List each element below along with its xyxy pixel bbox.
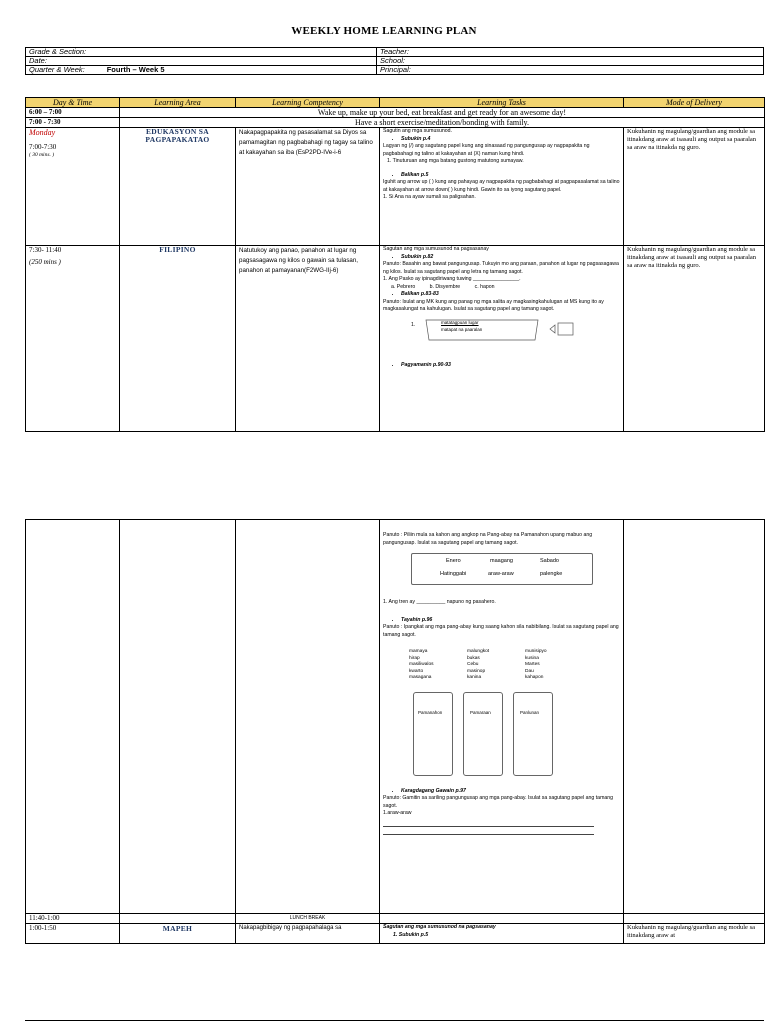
filipino-learning-area: FILIPINO: [120, 246, 236, 432]
header-mode-of-delivery: Mode of Delivery: [624, 98, 765, 108]
filipino-bullet-list: [383, 254, 620, 262]
empty-cell: [26, 520, 120, 914]
lunch-row: [26, 914, 765, 924]
scroll-word: Hatinggabi: [440, 571, 467, 577]
header-day-time: Day & Time: [26, 98, 120, 108]
answer-line: [383, 824, 594, 827]
filipino-time-cell: [26, 246, 120, 432]
quarter-week-label: Quarter & Week:: [29, 65, 85, 74]
filipino-bullet-list: [383, 362, 620, 370]
question-1: 1. Ang tren ay __________ napuno ng pasahero.: [383, 599, 496, 605]
filipino-bullet-list: [383, 291, 620, 299]
word-grid: [409, 649, 620, 682]
grid-word: masiliwalos: [409, 662, 434, 667]
panuto-pang-abay-pamanahon: Panuto : Piliin mula sa kahon ang angkop na Pang-abay na Pamanahon upang mabuo ang pangungusap. Isulat sa sagutang papel ang tamang sagot.: [383, 532, 593, 546]
scroll-word: palengke: [540, 571, 563, 577]
empty-cell: [624, 520, 765, 914]
esp-item2: 1. Si Ana na ayaw sumali sa paligsahan.: [383, 194, 476, 200]
filipino-choices: a. Pebrero b. Disyembre c. hapon: [391, 283, 495, 290]
mapeh-tasks-cell: [380, 924, 624, 944]
grid-word: bukas: [467, 655, 480, 661]
quarter-week-cell: [26, 66, 377, 75]
empty-cell: [120, 914, 236, 924]
filipino-time: 7:30- 11:40: [29, 246, 62, 254]
mapeh-time: 1:00-1:50: [26, 924, 120, 944]
esp-time: 7:00-7:30: [29, 143, 57, 151]
banner-line1: matatagpuan lugar: [441, 319, 479, 325]
mapeh-learning-area: MAPEH: [120, 924, 236, 944]
empty-cell: [380, 914, 624, 924]
empty-cell: [624, 914, 765, 924]
mapeh-competency: Nakapagbibigay ng pagpapahalaga sa: [236, 924, 380, 944]
continued-tasks-cell: [380, 520, 624, 914]
scroll-word: araw-araw: [488, 571, 514, 577]
grid-word: mamaya: [409, 649, 428, 654]
grid-word: kusina: [525, 655, 539, 661]
esp-bullet-list: [383, 172, 620, 180]
page-bottom-rule: [25, 1020, 764, 1021]
esp-tasks-cell: [380, 128, 624, 246]
header-learning-area: Learning Area: [120, 98, 236, 108]
scroll-word: maagang: [490, 558, 513, 564]
scroll-pamanahon: [413, 692, 453, 776]
esp-row: [26, 128, 765, 246]
esp-task2: Iguhit ang arrow up ( ) kung ang pahayag ay nagpapakita ng pagbabahagi at pagpapasalamat sa talino at kakayahan at arrow down( ) kung hindi. Gawin ito sa iyong sagutang papel.: [383, 179, 620, 193]
grid-word: Dau: [525, 668, 534, 674]
teacher-label: Teacher:: [377, 48, 764, 57]
karagdagan-bullet-list: [383, 788, 620, 796]
esp-time-cell: [26, 128, 120, 246]
esp-learning-area: EDUKASYON SA PAGPAPAKATAO: [120, 128, 236, 246]
karagdagan-bullet: • Karagdagang Gawain p.97: [401, 788, 620, 796]
routine-time: 7:00 - 7:30: [26, 118, 120, 128]
item-araw-araw: 1.araw-araw: [383, 810, 412, 816]
esp-duration: ( 30 mins. ): [29, 152, 55, 158]
header-learning-competency: Learning Competency: [236, 98, 380, 108]
lunch-time: 11:40-1:00: [26, 914, 120, 924]
scroll-label: Pamaraan: [470, 709, 491, 715]
grid-word: Cebu: [467, 662, 479, 667]
grid-word: kahapon: [525, 675, 544, 680]
banner-item-number: 1.: [411, 321, 416, 328]
filipino-duration: (250 mins ): [29, 258, 61, 266]
empty-cell: [236, 520, 380, 914]
grid-word: Martes: [525, 662, 540, 667]
empty-cell: [120, 520, 236, 914]
category-scrolls: [413, 692, 620, 784]
mapeh-task-header: Sagutan ang mga sumusunod na pagsasanay: [383, 924, 496, 930]
date-label: Date:: [26, 57, 377, 66]
scroll-pamaraan: [463, 692, 503, 776]
plan-table-continued: [25, 519, 765, 944]
banner-line2: matapat na paaralan: [441, 326, 483, 332]
word-scroll-box: [411, 553, 593, 585]
scroll-word: Enero: [446, 558, 461, 564]
esp-bullet-balikan: • Balikan p.5: [401, 172, 620, 180]
esp-bullet-subukin: • Subukin p.4: [401, 136, 620, 144]
arrow-box-icon: [549, 322, 575, 336]
esp-task-header: Sagutin ang mga sumusunod.: [383, 128, 452, 134]
esp-competency: Nakapagpapakita ng pasasalamat sa Diyos sa pamamagitan ng pagbabahagi ng tagay sa talino at kakayahan sa iba (EsP2PD-IVe-i-6: [236, 128, 380, 246]
filipino-task-header: Sagutan ang mga sumusunod na pagsasanay: [383, 246, 489, 252]
grid-word: munisipyo: [525, 649, 547, 654]
filipino-q1: 1. Ang Pasko ay ipinagdiriwang tuwing ________________.: [383, 276, 521, 282]
plan-table: [25, 97, 765, 432]
grid-word: kanina: [467, 675, 482, 680]
filipino-bullet-subukin: • Subukin p.82: [401, 254, 620, 262]
scroll-word: Sabado: [540, 558, 559, 564]
scroll-label: Panlunan: [520, 709, 540, 715]
tayahin-bullet-list: [383, 617, 620, 625]
scroll-panlunan: [513, 692, 553, 776]
document-title: WEEKLY HOME LEARNING PLAN: [291, 25, 477, 37]
tayahin-bullet: • Tayahin p.96: [401, 617, 620, 625]
grade-section-label: Grade & Section:: [26, 48, 377, 57]
mapeh-row: [26, 924, 765, 944]
routine-row: [26, 108, 765, 118]
esp-bullet-list: [383, 136, 620, 144]
filipino-tasks-cell: [380, 246, 624, 432]
grid-word: malungkot: [467, 649, 490, 654]
filipino-continued-row: [26, 520, 765, 914]
filipino-mode-of-delivery: Kukuhanin ng magulang/guardian ang module sa itinakdang araw at isasauli ang output sa paaralan sa araw na itinakda ng guro.: [624, 246, 765, 432]
grid-word: hirap: [409, 655, 420, 661]
day-label: Monday: [29, 128, 56, 137]
lunch-break-label: LUNCH BREAK: [236, 914, 380, 924]
grid-word: kwarto: [409, 668, 424, 674]
esp-task1: Lagyan ng (/) ang sagutang papel kung ang sinasaad ng pangungusap ay nagpapakita ng pagbabahagi ng talino at kakayahan at (X) naman kung hindi.: [383, 143, 590, 157]
filipino-task1: Panuto: Basahin ang bawat pangungusap. Tukuyin mo ang paraan, panahon at lugar ng pagsasagawa ng kilos. Isulat sa sagutang papel ang letra ng tamang sagot.: [383, 261, 619, 275]
quarter-week-value: Fourth – Week 5: [106, 65, 165, 74]
header-row: [26, 98, 765, 108]
mapeh-bullet: 1. Subukin p.5: [393, 931, 429, 938]
panuto-ipangkat: Panuto : Ipangkat ang mga pang-abay kung saang kahon sila nabibilang. Isulat sa sagutang papel ang tamang sagot.: [383, 624, 619, 638]
filipino-task2: Panuto: Isulat ang MK kung ang panag ng mga salita ay magkasingkahulugan at MS kung ito ay magkasalungat na kahulugan. Isulat sa sagutang papel ang tamang sagot.: [383, 298, 604, 312]
panuto-gamitin: Panuto: Gamitin sa sariling pangungusap ang mga pang-abay. Isulat sa sagutang papel ang tamang sagot.: [383, 795, 614, 809]
answer-line: [383, 832, 594, 835]
filipino-bullet-pagyamanin: • Pagyamanin p.90-93: [401, 362, 620, 370]
grid-word: masinop: [467, 668, 486, 674]
filipino-bullet-balikan: • Balikan p.83-83: [401, 291, 620, 299]
routine-text: Have a short exercise/meditation/bonding with family.: [120, 118, 765, 128]
grid-word: masagana: [409, 675, 432, 680]
esp-mode-of-delivery: Kukuhanin ng magulang/guardian ang module sa itinakdang araw at isasauli ang output sa paaralan sa araw na itinakda ng guro.: [624, 128, 765, 246]
school-label: School:: [377, 57, 764, 66]
filipino-banner-figure: [383, 314, 620, 360]
principal-label: Principal:: [377, 66, 764, 75]
header-learning-tasks: Learning Tasks: [380, 98, 624, 108]
filipino-competency: Natutukoy ang panao, panahon at lugar ng pagsasagawa ng kilos o gawain sa tulasan, panahon at pamayanan(F2WG-IIj-6): [236, 246, 380, 432]
filipino-row: [26, 246, 765, 432]
routine-time: 6:00 – 7:00: [26, 108, 120, 118]
routine-row: [26, 118, 765, 128]
info-table: [25, 47, 764, 75]
scroll-label: Pamanahon: [418, 709, 443, 715]
mapeh-mode-of-delivery: Kukuhanin ng magulang/guardian ang module sa itinakdang araw at: [624, 924, 765, 944]
routine-text: Wake up, make up your bed, eat breakfast and get ready for an awesome day!: [120, 108, 765, 118]
esp-item1: 1. Tinuturuan ang mga batang gustong matutong sumayaw.: [387, 158, 524, 164]
